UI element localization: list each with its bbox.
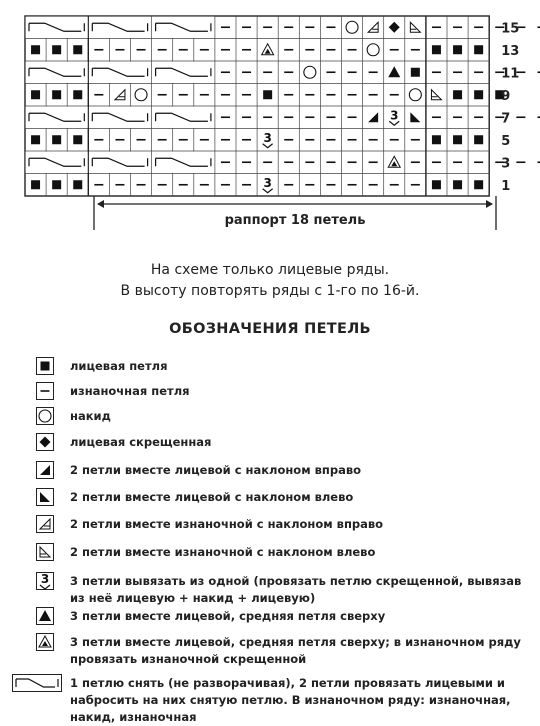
chart-cell-knit-stitch-icon	[453, 90, 462, 99]
chart-cell-knit-stitch-icon	[31, 45, 40, 54]
chart-cell-slip-pass-icon	[26, 152, 88, 173]
chart-note	[0, 260, 540, 302]
legend-item-text: изнаночная петля	[70, 384, 190, 398]
note-line-2: В высоту повторять ряды с 1-го по 16-й.	[120, 283, 420, 299]
svg-text:3: 3	[390, 108, 399, 123]
chart-cell-slip-pass-icon	[152, 152, 214, 173]
chart-cell-knit-stitch-icon	[453, 135, 462, 144]
chart-cell-slip-pass-icon	[152, 17, 214, 38]
chart-cell-slip-pass-icon	[89, 62, 151, 83]
chart-cell-knit-stitch-icon	[474, 90, 483, 99]
chart-cell-knit-stitch-icon	[432, 135, 441, 144]
chart-cell-knit-stitch-icon	[73, 135, 82, 144]
chart-cell-knit-stitch-icon	[411, 68, 420, 77]
note-line-1: На схеме только лицевые ряды.	[150, 262, 390, 278]
row-label: 5	[501, 133, 511, 149]
chart-cell-slip-pass-icon	[152, 107, 214, 128]
row-label: 7	[501, 111, 511, 127]
chart-cell-knit-stitch-icon	[474, 45, 483, 54]
row-label: 11	[501, 66, 520, 82]
row-label: 15	[501, 21, 520, 37]
chart-cell-slip-pass-icon	[89, 152, 151, 173]
k3tog-center-icon	[36, 607, 54, 625]
row-label: 13	[501, 43, 520, 59]
chart-cell-knit-stitch-icon	[73, 90, 82, 99]
legend-item-text: лицевая петля	[70, 359, 168, 373]
legend-item-text: 3 петли вывязать из одной (провязать петлю скрещенной, вывязав из неё лицевую + накид + лицевую)	[70, 574, 522, 605]
k2tog-right-icon	[36, 461, 54, 479]
yarn-over-icon	[36, 407, 54, 425]
chart-cell-knit-stitch-icon	[31, 180, 40, 189]
legend-item-text: 2 петли вместе изнаночной с наклоном влево	[70, 545, 376, 559]
chart-cell-knit-stitch-icon	[453, 180, 462, 189]
slip-pass-icon	[12, 674, 62, 692]
legend-item-text: 3 петли вместе лицевой, средняя петля сверху; в изнаночном ряду провязать изнаночной скрещенной	[70, 635, 521, 666]
chart-cell-slip-pass-icon	[89, 107, 151, 128]
repeat-arrow-left-head	[97, 200, 104, 208]
row-label: 1	[501, 178, 511, 194]
chart-cell-knit-stitch-icon	[474, 180, 483, 189]
chart-cell-slip-pass-icon	[26, 62, 88, 83]
chart-cell-knit-stitch-icon	[31, 135, 40, 144]
k2tog-left-icon	[36, 488, 54, 506]
chart-cell-knit-stitch-icon	[474, 135, 483, 144]
legend-title: ОБОЗНАЧЕНИЯ ПЕТЕЛЬ	[169, 321, 371, 337]
chart-cell-knit-stitch-icon	[432, 45, 441, 54]
chart-cell-knit-stitch-icon	[73, 45, 82, 54]
purl-stitch-icon	[36, 382, 54, 400]
repeat-label: раппорт 18 петель	[224, 213, 366, 228]
chart-cell-knit-stitch-icon	[263, 90, 272, 99]
legend-item-text: 1 петлю снять (не разворачивая), 2 петли провязать лицевыми и набросить на них снятую петлю. В изнаночном ряду: изнаночная, накид, изнаночная	[70, 676, 511, 724]
knit-stitch-icon	[36, 357, 54, 375]
chart-cell-knit-stitch-icon	[73, 180, 82, 189]
chart-cell-slip-pass-icon	[89, 17, 151, 38]
svg-text:3: 3	[40, 572, 50, 586]
legend-item-text: 2 петли вместе изнаночной с наклоном вправо	[70, 517, 384, 531]
svg-text:3: 3	[263, 175, 272, 190]
three-from-one-icon	[36, 572, 54, 590]
k3tog-center-purl-icon	[36, 633, 54, 651]
row-label: 9	[501, 88, 511, 104]
svg-text:3: 3	[263, 130, 272, 145]
chart-cell-slip-pass-icon	[152, 62, 214, 83]
legend-item-text: накид	[70, 409, 111, 423]
legend-item-text: 2 петли вместе лицевой с наклоном вправо	[70, 463, 362, 477]
repeat-arrow-right-head	[486, 200, 493, 208]
legend-item-text: 3 петли вместе лицевой, средняя петля сверху	[70, 609, 386, 623]
knitting-chart	[0, 0, 540, 240]
p2tog-left-icon	[36, 543, 54, 561]
legend-item-text: 2 петли вместе лицевой с наклоном влево	[70, 490, 354, 504]
chart-cell-knit-stitch-icon	[52, 90, 61, 99]
chart-cell-knit-stitch-icon	[432, 180, 441, 189]
row-label: 3	[501, 156, 511, 172]
twisted-knit-icon	[36, 433, 54, 451]
chart-cell-slip-pass-icon	[26, 107, 88, 128]
p2tog-right-icon	[36, 515, 54, 533]
chart-cell-knit-stitch-icon	[453, 45, 462, 54]
chart-cell-slip-pass-icon	[26, 17, 88, 38]
chart-cell-knit-stitch-icon	[52, 135, 61, 144]
chart-cell-knit-stitch-icon	[52, 180, 61, 189]
legend-item-text: лицевая скрещенная	[70, 435, 212, 449]
chart-cell-knit-stitch-icon	[31, 90, 40, 99]
chart-cell-knit-stitch-icon	[52, 45, 61, 54]
